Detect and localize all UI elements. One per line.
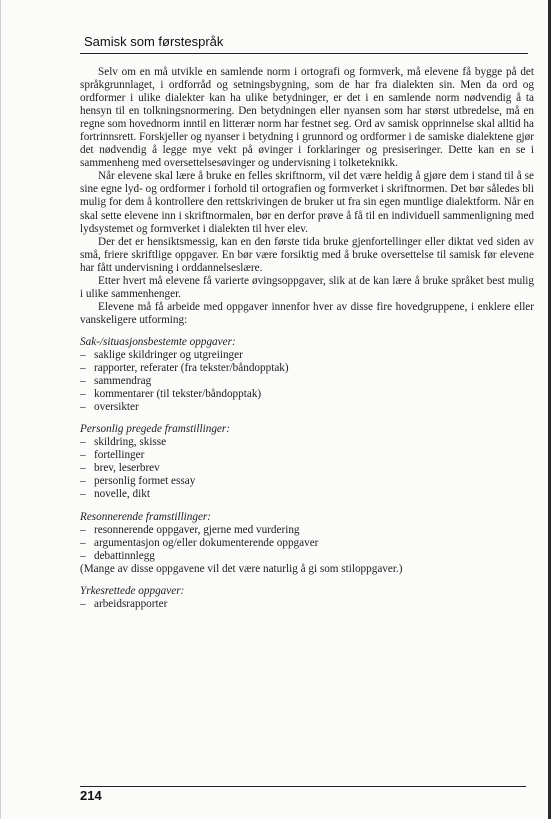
list-dash: – bbox=[80, 536, 86, 549]
list-item bbox=[80, 401, 534, 414]
list-item bbox=[80, 388, 534, 401]
task-list bbox=[80, 598, 534, 611]
list-dash: – bbox=[80, 436, 86, 449]
list-dash: – bbox=[80, 401, 86, 414]
section-heading: Yrkesrettede oppgaver: bbox=[80, 584, 185, 597]
list-item-text: saklige skildringer og utgreiinger bbox=[94, 348, 243, 361]
list-item bbox=[80, 436, 534, 449]
list-item-text: novelle, dikt bbox=[94, 488, 150, 501]
list-item bbox=[80, 362, 534, 375]
list-item-text: kommentarer (til tekster/båndopptak) bbox=[94, 388, 262, 401]
list-dash: – bbox=[80, 597, 86, 610]
list-dash: – bbox=[80, 388, 86, 401]
list-item-text: arbeidsrapporter bbox=[94, 597, 168, 610]
list-dash: – bbox=[80, 462, 86, 475]
list-item-text: skildring, skisse bbox=[94, 436, 167, 449]
list-item bbox=[80, 598, 534, 611]
list-item bbox=[80, 550, 534, 563]
task-list bbox=[80, 436, 534, 501]
body-paragraph: Elevene må få arbeide med oppgaver innenfor hver av disse fire hovedgruppene, i enklere eller vanskeligere utforming: bbox=[80, 300, 534, 326]
list-item bbox=[80, 375, 534, 388]
section-heading: Resonnerende framstillinger: bbox=[80, 510, 212, 523]
body-paragraph: Etter hvert må elevene få varierte øvingsoppgaver, slik at de kan lære å bruke språket best mulig i ulike sammenhenger. bbox=[80, 274, 534, 300]
page-number: 214 bbox=[80, 788, 102, 803]
list-item bbox=[80, 349, 534, 362]
list-item-text: debattinnlegg bbox=[94, 549, 155, 562]
list-item bbox=[80, 537, 534, 550]
list-item bbox=[80, 462, 534, 475]
task-group-factual bbox=[80, 336, 534, 414]
section-heading: Personlig pregede framstillinger: bbox=[80, 423, 230, 436]
task-group-reasoning bbox=[80, 511, 534, 563]
body-paragraph: Der det er hensiktsmessig, kan en den første tida bruke gjenfortellinger eller diktat ved siden av små, friere skriftlige oppgaver. En bør være forsiktig med å bruke oversettelse til samisk før elevene har fått undervisning i orddannelseslære. bbox=[80, 235, 534, 274]
task-group-personal bbox=[80, 423, 534, 501]
list-dash: – bbox=[80, 348, 86, 361]
list-item-text: brev, leserbrev bbox=[94, 462, 160, 475]
task-list bbox=[80, 524, 534, 563]
list-dash: – bbox=[80, 375, 86, 388]
list-item-text: rapporter, referater (fra tekster/båndopptak) bbox=[94, 362, 289, 375]
list-dash: – bbox=[80, 488, 86, 501]
list-item-text: oversikter bbox=[94, 401, 139, 414]
page-edge-left bbox=[0, 0, 1, 819]
list-item-text: resonnerende oppgaver, gjerne med vurdering bbox=[94, 523, 300, 536]
list-dash: – bbox=[80, 549, 86, 562]
header-rule bbox=[80, 53, 528, 54]
list-item-text: sammendrag bbox=[94, 375, 152, 388]
body-paragraph: Når elevene skal lære å bruke en felles skriftnorm, vil det være heldig å gjøre dem i stand til å se sine egne lyd- og ordformer i forhold til ortografien og formverket i skriftnormen. Det bør således bli mulig for dem å kontrollere den rettskrivingen de bruker ut fra sin egen muntlige dialektform. Når en skal sette elevene inn i skriftnormalen, bør en derfor prøve å få til en individuell sammenligning med lydsystemet og formverket i dialekten til hver elev. bbox=[80, 170, 534, 235]
list-item-text: argumentasjon og/eller dokumenterende oppgaver bbox=[94, 536, 319, 549]
task-group-vocational bbox=[80, 585, 534, 611]
task-list bbox=[80, 349, 534, 414]
list-item bbox=[80, 449, 534, 462]
list-item bbox=[80, 488, 534, 501]
body-paragraph: Selv om en må utvikle en samlende norm i ortografi og formverk, må elevene få bygge på det språkgrunnlaget, i ordforråd og setningsbygning, som de har fra dialekten sin. Men da ord og ordformer i ulike dialekter kan ha ulike betydninger, er det i en samlende norm nødvendig å ta hensyn til en tolkningsnormering. Den betydningen eller nyansen som har størst utbredelse, må en regne som hovednorm inntil en litterær norm har festnet seg. Ord av samisk opprinnelse skal alltid ha fortrinnsrett. Forskjeller og nyanser i betydning i grunnord og ordformer i de samiske dialektene gjør det nødvendig å legge mye vekt på øvinger i forklaringer og presiseringer. Dette kan en se i sammenheng med oversettelsesøvinger og undervisning i tolketeknikk. bbox=[80, 66, 534, 170]
section-heading: Sak-/situasjonsbestemte oppgaver: bbox=[80, 335, 236, 348]
footer-rule bbox=[80, 786, 526, 787]
list-dash: – bbox=[80, 475, 86, 488]
list-item bbox=[80, 524, 534, 537]
list-dash: – bbox=[80, 362, 86, 375]
list-dash: – bbox=[80, 523, 86, 536]
list-item-text: personlig formet essay bbox=[94, 475, 196, 488]
parenthetical-note: (Mange av disse oppgavene vil det være naturlig å gi som stiloppgaver.) bbox=[80, 562, 403, 575]
list-dash: – bbox=[80, 449, 86, 462]
list-item bbox=[80, 475, 534, 488]
page-body bbox=[80, 66, 534, 611]
running-header: Samisk som førstespråk bbox=[84, 34, 224, 49]
list-item-text: fortellinger bbox=[94, 449, 145, 462]
